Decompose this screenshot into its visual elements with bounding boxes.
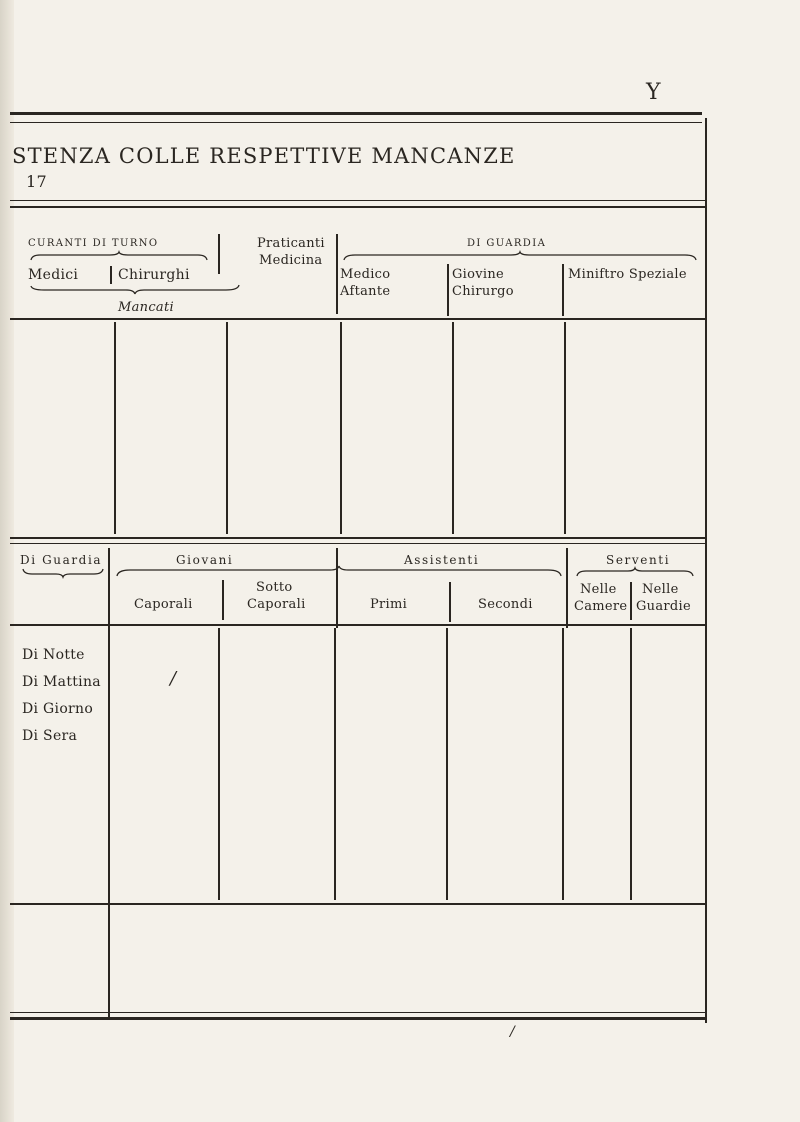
row-di-notte: Di Notte (22, 647, 85, 663)
divider-assistenti-serventi (566, 548, 568, 628)
col-praticanti: Praticanti (257, 236, 325, 251)
bottom-mark: / (510, 1024, 516, 1040)
col-medicina: Medicina (259, 253, 323, 268)
label-mancati: Mancati (118, 300, 174, 315)
col-nelle-camere-1: Nelle (580, 582, 617, 597)
header-rule-2 (10, 206, 705, 208)
upper-header-bottom-rule (10, 318, 705, 320)
upper-table-bottom-rule-2 (10, 543, 705, 544)
divider-medici-chirurghi (110, 266, 112, 284)
upper-col-line-4 (452, 322, 454, 534)
upper-col-line-5 (564, 322, 566, 534)
group-di-guardia: DI GUARDIA (467, 238, 547, 249)
stray-mark: / (170, 668, 177, 689)
divider-camere-guardie (630, 582, 632, 620)
page-title: STENZA COLLE RESPETTIVE MANCANZE (12, 144, 516, 168)
col-nelle-guardie-1: Nelle (642, 582, 679, 597)
col-giovine: Giovine (452, 267, 505, 282)
upper-col-line-3 (340, 322, 342, 534)
divider-medico-giovine (447, 264, 449, 316)
brace-di-guardia (343, 252, 698, 262)
row-di-sera: Di Sera (22, 728, 78, 744)
col-sotto: Sotto (256, 580, 293, 595)
divider-praticanti-guardia (336, 234, 338, 314)
divider-turno-praticanti (218, 234, 220, 274)
top-rule-thin (10, 122, 702, 123)
brace-mancati (30, 284, 240, 296)
lower-header-bottom-rule (10, 624, 705, 626)
top-rule-thick (10, 112, 702, 115)
col-primi: Primi (370, 597, 408, 612)
divider-primi-secondi (449, 582, 451, 622)
group-serventi: Serventi (606, 553, 671, 567)
bottom-rule-thick (10, 1017, 707, 1020)
brace-di-guardia-lower (22, 568, 104, 578)
brace-giovani-assistenti (116, 566, 562, 578)
group-giovani: Giovani (176, 553, 234, 567)
col-caporali: Caporali (134, 597, 193, 612)
page-number: 17 (26, 172, 47, 191)
col-chirurghi: Chirurghi (118, 267, 190, 283)
col-camere: Camere (574, 599, 628, 614)
lower-table-bottom-rule (10, 903, 705, 905)
divider-caporali-sotto (222, 580, 224, 620)
col-chirurgo: Chirurgo (452, 284, 514, 299)
bottom-rule-thin (10, 1012, 707, 1013)
divider-giovine-ministro (562, 264, 564, 316)
col-guardie: Guardie (636, 599, 691, 614)
col-di-guardia: Di Guardia (20, 553, 103, 567)
upper-col-line-2 (226, 322, 228, 534)
row-di-mattina: Di Mattina (22, 674, 101, 690)
col-astante: Aftante (340, 284, 391, 299)
group-assistenti: Assistenti (404, 553, 480, 567)
page-letter: Y (646, 80, 662, 105)
col-ministro-speziale: Miniftro Speziale (568, 267, 687, 282)
lower-col-line-0 (108, 548, 110, 1018)
col-medici: Medici (28, 267, 79, 283)
col-sotto-caporali: Caporali (247, 597, 306, 612)
upper-col-line-1 (114, 322, 116, 534)
page-binding-edge (0, 0, 14, 1122)
col-medico: Medico (340, 267, 391, 282)
upper-table-bottom-rule (10, 537, 705, 539)
brace-curanti (30, 252, 208, 262)
lower-col-line-2 (334, 628, 336, 900)
divider-giovani-assistenti (336, 548, 338, 628)
lower-col-line-3 (446, 628, 448, 900)
col-secondi: Secondi (478, 597, 533, 612)
lower-col-line-5 (630, 628, 632, 900)
brace-serventi (576, 568, 696, 578)
header-rule-1 (10, 200, 705, 201)
row-di-giorno: Di Giorno (22, 701, 94, 717)
group-curanti-di-turno: CURANTI DI TURNO (28, 238, 159, 249)
lower-col-line-4 (562, 628, 564, 900)
lower-col-line-1 (218, 628, 220, 900)
right-border (705, 118, 707, 1023)
